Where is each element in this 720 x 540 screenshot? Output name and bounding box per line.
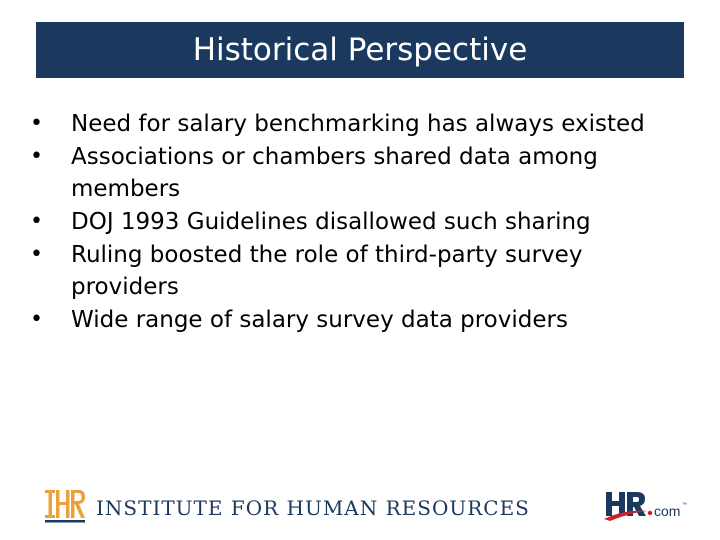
bullet-text: Ruling boosted the role of third-party survey providers [71, 242, 583, 300]
bullet-icon: • [30, 111, 43, 136]
institute-name: INSTITUTE FOR HUMAN RESOURCES [96, 496, 530, 520]
bullet-text: Need for salary benchmarking has always existed [71, 111, 645, 137]
ihr-logo-icon [44, 487, 86, 523]
bullet-icon: • [30, 209, 43, 234]
bullet-text: Wide range of salary survey data providers [71, 307, 568, 333]
bullet-text: DOJ 1993 Guidelines disallowed such sharing [71, 209, 591, 235]
bullet-icon: • [30, 242, 43, 267]
svg-text:com: com [654, 503, 681, 519]
bullet-item [30, 304, 690, 336]
svg-text:™: ™ [682, 502, 687, 508]
bullet-text: Associations or chambers shared data among members [71, 144, 598, 202]
slide-title: Historical Perspective [192, 32, 528, 68]
title-bar [36, 22, 684, 78]
bullet-item [30, 141, 690, 205]
bullet-item [30, 108, 690, 140]
bullet-list [30, 108, 690, 337]
bullet-icon: • [30, 307, 43, 332]
hr-com-logo-icon [604, 489, 694, 523]
bullet-item [30, 239, 690, 303]
bullet-item [30, 206, 690, 238]
institute-footer [44, 487, 530, 523]
bullet-icon: • [30, 144, 43, 169]
